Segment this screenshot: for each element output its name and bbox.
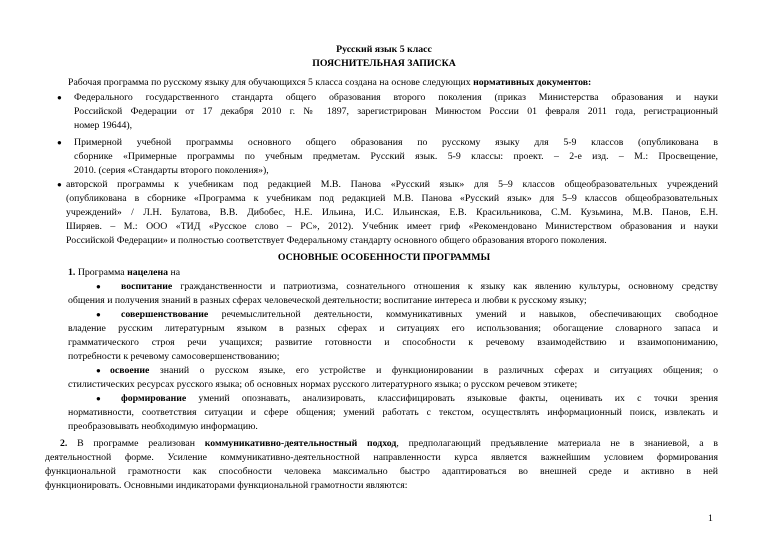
intro-bold: нормативных документов:	[473, 77, 592, 88]
doc3-line5: Российской Федерации» и полностью соответствует Федеральному стандарту основного общего образования второго поколения.	[66, 235, 607, 246]
point2-line4: функционировать. Основными индикаторами функциональной грамотности являются:	[45, 480, 408, 491]
bullet-icon: ●	[57, 138, 62, 147]
aim2-line1	[121, 308, 718, 321]
doc3-line4: Ширяев. – М.: ООО «ТИД «Русское слово – РС», 2012). Учебник имеет гриф «Рекомендовано Министерством образования и науки	[66, 221, 718, 232]
intro-paragraph	[68, 76, 591, 89]
point2-post: , предполагающий предъявление материала не в знаниевой, а в	[396, 438, 718, 449]
bullet-icon: ●	[96, 394, 101, 403]
doc1-line3: номер 19644),	[74, 120, 133, 131]
aim1-line1	[121, 280, 718, 293]
aim2-line2: владение русским литературным языком в разных сферах и ситуациях его использования; обогащение словарного запаса и	[68, 323, 718, 334]
page-number: 1	[708, 513, 713, 524]
aim1-rest: гражданственности и патриотизма, сознательного отношения к языку как явлению культуры, основному средству	[172, 281, 718, 292]
aim4-line1	[121, 392, 718, 405]
doc2-line2: сборнике «Примерные программы по учебным предметам. Русский язык. 5-9 классы: проект. – 2-е изд. – М.: Просвещение,	[74, 151, 718, 162]
point1-bold: нацелена	[127, 267, 169, 278]
doc3-line2: (опубликована в сборнике «Программа к учебникам под редакцией М.В. Панова «Русский язык» для 5–9 классов общеобразовательных	[66, 193, 718, 204]
aim3-line2: стилистических ресурсах русского языка; об основных нормах русского литературного языка; о русском речевом этикете;	[68, 379, 578, 390]
doc-subtitle: ПОЯСНИТЕЛЬНАЯ ЗАПИСКА	[312, 58, 456, 69]
aim4-line2: нормативности, соответствия ситуации и сфере общения; умений работать с текстом, осуществлять информационный поиск, извлекать и	[68, 407, 718, 418]
bullet-icon: ●	[96, 282, 101, 291]
bullet-icon: ●	[57, 180, 62, 189]
aim3-line1	[110, 364, 718, 377]
doc2-line1: Примерной учебной программы основного общего образования по русскому языку для 5-9 классов (опубликована в	[74, 137, 718, 148]
aim2-bold: совершенствование	[121, 309, 209, 320]
point1-pre: Программа	[77, 267, 128, 278]
intro-text: Рабочая программа по русскому языку для обучающихся 5 класса создана на основе следующих	[68, 77, 474, 88]
aim3-rest: знаний о русском языке, его устройстве и функционировании в различных сферах и ситуациях общения; о	[149, 365, 718, 376]
point1-post: на	[168, 267, 181, 278]
section-title: ОСНОВНЫЕ ОСОБЕННОСТИ ПРОГРАММЫ	[277, 252, 491, 263]
point1-heading	[68, 266, 180, 279]
bullet-icon: ●	[96, 366, 101, 375]
aim2-line3: грамматического строя речи учащихся; развитие готовности и способности к речевому взаимодействию и взаимопониманию,	[68, 337, 718, 348]
doc2-line3: 2010. (серия «Стандарты второго поколения»),	[74, 165, 269, 176]
doc3-line3: учреждений» / Л.Н. Булатова, В.В. Дибобес, Н.Е. Ильина, И.С. Ильинская, Е.В. Красильникова, С.М. Кузьмина, М.В. Панов, Е.Н.	[66, 207, 718, 218]
doc3-line1: авторской программы к учебникам под редакцией М.В. Панова «Русский язык» для 5–9 классов общеобразовательных учреждений	[66, 179, 718, 190]
doc1-line2: Российской Федерации от 17 декабря 2010 г. № 1897, зарегистрирован Минюстом России 01 февраля 2011 года, регистрационный	[74, 106, 718, 117]
bullet-icon: ●	[57, 93, 62, 102]
point2-bold: коммуникативно-деятельностный подход	[204, 438, 397, 449]
aim4-line3: преобразовывать необходимую информацию.	[68, 421, 258, 432]
doc-title: Русский язык 5 класс	[336, 44, 432, 55]
point2-line1	[60, 437, 718, 450]
aim4-bold: формирование	[121, 393, 187, 404]
aim3-bold: освоение	[110, 365, 150, 376]
aim1-bold: воспитание	[121, 281, 173, 292]
point2-line2: деятельностной форме. Усиление коммуникативно-деятельностной направленности курса является важнейшим условием формирования	[45, 452, 718, 463]
aim2-rest: речемыслительной деятельности, коммуникативных умений и навыков, обеспечивающих свободное	[208, 309, 718, 320]
aim2-line4: потребности к речевому самосовершенствованию;	[68, 351, 280, 362]
bullet-icon: ●	[96, 310, 101, 319]
point1-number: 1.	[68, 267, 76, 278]
aim1-line2: общения и получения знаний в разных сферах человеческой деятельности; воспитание интереса и любви к русскому языку;	[68, 295, 587, 306]
point2-pre: В программе реализован	[67, 438, 205, 449]
point2-number: 2.	[60, 438, 68, 449]
point2-line3: функциональной грамотности как способности человека максимально быстро адаптироваться во внешней среде и активно в ней	[45, 466, 718, 477]
aim4-rest: умений опознавать, анализировать, классифицировать языковые факты, оценивать их с точки зрения	[186, 393, 718, 404]
doc1-line1: Федерального государственного стандарта общего образования второго поколения (приказ Министерства образования и науки	[74, 92, 718, 103]
